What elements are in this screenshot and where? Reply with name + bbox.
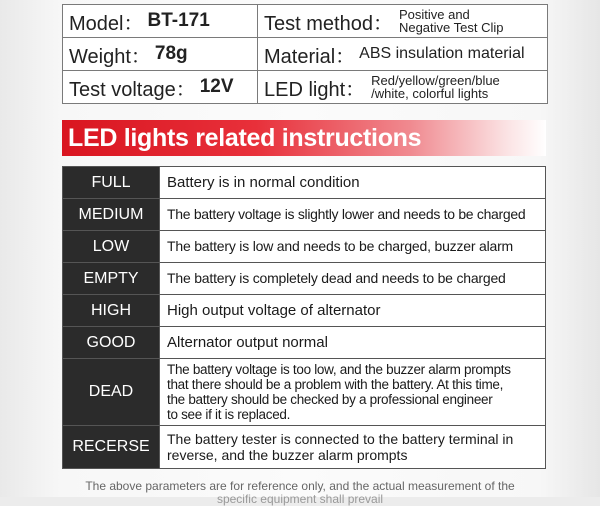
- instruction-label: EMPTY: [63, 263, 160, 294]
- spec-material-key: Material：: [264, 45, 356, 68]
- spec-led-value-line2: /white, colorful lights: [371, 86, 489, 101]
- instruction-row-empty: [63, 262, 545, 294]
- spec-material: [258, 38, 547, 70]
- spec-voltage-key: Test voltage：: [69, 78, 196, 101]
- instruction-label: GOOD: [63, 327, 160, 358]
- spec-voltage: [63, 71, 258, 103]
- instruction-row-full: [63, 167, 545, 198]
- spec-led: [258, 71, 547, 103]
- instruction-desc: The battery voltage is slightly lower and needs to be charged: [167, 206, 526, 222]
- instruction-label: RECERSE: [63, 426, 160, 468]
- spec-row-voltage: [63, 70, 547, 103]
- spec-model-value: BT-171: [147, 10, 210, 31]
- instruction-label: MEDIUM: [63, 199, 160, 230]
- spec-led-value: [371, 74, 500, 100]
- instruction-label: DEAD: [63, 359, 160, 425]
- spec-weight-key: Weight：: [69, 45, 151, 68]
- spec-weight-value: 78g: [154, 43, 188, 64]
- instruction-desc-line: The battery tester is connected to the battery terminal in: [167, 431, 514, 447]
- instruction-row-high: [63, 294, 545, 326]
- instruction-desc: Battery is in normal condition: [167, 174, 360, 191]
- instruction-desc-line: to see if it is replaced.: [167, 407, 291, 422]
- spec-method-value-line2: Negative Test Clip: [398, 20, 504, 35]
- instruction-desc-line: The battery voltage is too low, and the buzzer alarm prompts: [167, 362, 511, 377]
- instruction-desc-line: the battery should be checked by a professional engineer: [167, 392, 493, 407]
- spec-voltage-value: 12V: [199, 76, 234, 97]
- spec-method-key: Test method：: [264, 12, 393, 35]
- spec-method-value: [399, 8, 504, 34]
- instruction-row-medium: [63, 198, 545, 230]
- instruction-row-good: [63, 326, 545, 358]
- instruction-label: LOW: [63, 231, 160, 262]
- instruction-desc-line: that there should be a problem with the battery. At this time,: [167, 377, 504, 392]
- instruction-desc: [160, 359, 545, 425]
- instruction-desc: Alternator output normal: [167, 334, 328, 351]
- spec-row-model: [63, 5, 547, 37]
- section-title: LED lights related instructions: [68, 123, 422, 152]
- instruction-row-dead: [63, 358, 545, 425]
- footer-note: The above parameters are for reference only, and the actual measurement of the: [85, 479, 515, 493]
- instruction-desc: [160, 426, 545, 468]
- instruction-desc: High output voltage of alternator: [167, 302, 381, 319]
- spec-method: [258, 5, 547, 37]
- spec-method-value-line1: Positive and: [398, 7, 470, 22]
- instruction-label: FULL: [63, 167, 160, 198]
- instruction-label: HIGH: [63, 295, 160, 326]
- spec-row-weight: [63, 37, 547, 70]
- spec-model: [63, 5, 258, 37]
- section-banner: [62, 120, 546, 156]
- spec-weight: [63, 38, 258, 70]
- spec-model-key: Model：: [69, 12, 144, 35]
- instruction-row-low: [63, 230, 545, 262]
- instruction-desc: The battery is completely dead and needs to be charged: [167, 270, 506, 286]
- instruction-row-reverse: [63, 425, 545, 468]
- spec-led-value-line1: Red/yellow/green/blue: [371, 73, 500, 88]
- footer-note-cont: specific equipment shall prevail: [216, 492, 384, 506]
- instruction-desc-line: reverse, and the buzzer alarm prompts: [167, 447, 408, 463]
- spec-material-value: ABS insulation material: [359, 45, 525, 62]
- spec-table: [62, 4, 548, 104]
- spec-led-key: LED light：: [264, 78, 366, 101]
- instructions-table: [62, 166, 546, 469]
- instruction-desc: The battery is low and needs to be charged, buzzer alarm: [167, 238, 513, 254]
